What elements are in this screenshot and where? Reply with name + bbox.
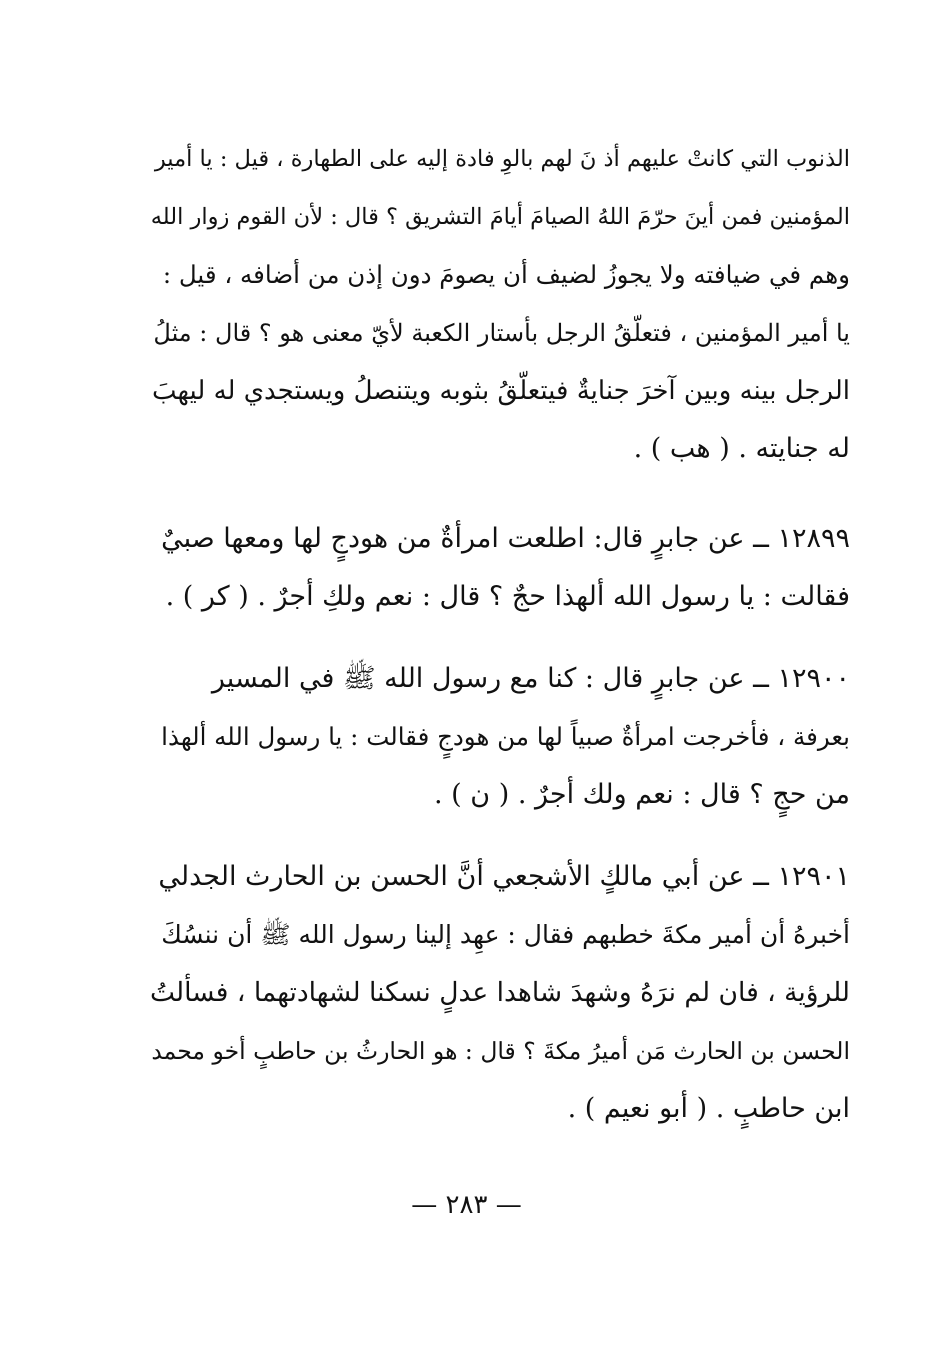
hadith-12900 — [150, 650, 850, 824]
text-line: الحسن بن الحارث مَن أميرُ مكةَ ؟ قال : هو الحارثُ بن حاطبٍ أخو محمد — [151, 1037, 850, 1065]
text-line: بعرفة ، فأخرجت امرأةٌ صبياً لها من هودجٍ فقالت : يا رسول الله ألهذا — [161, 722, 850, 751]
text-line: الذنوب التي كانتْ عليهم أذ نَ لهم بالوِ فادة إليه على الطهارة ، قيل : يا أمير — [154, 146, 850, 172]
text-line: الرجل بينه وبين آخرَ جنايةٌ فيتعلّقُ بثوبه ويتنصلُ ويستجدي له ليهبَ — [152, 376, 850, 406]
text-line: يا أمير المؤمنين ، فتعلّقُ الرجل بأستار الكعبة لأيّ معنى هو ؟ قال : مثلُ — [153, 319, 850, 347]
text-line: وهم في ضيافته ولا يجوزُ لضيف أن يصومَ دون إذن من أضافه ، قيل : — [162, 260, 850, 289]
paragraph-intro — [150, 130, 850, 478]
text-line: المؤمنين فمن أينَ حرّمَ اللهُ الصيامَ أيامَ التشريق ؟ قال : لأن القوم زوار الله — [150, 204, 850, 230]
hadith-12899 — [150, 510, 850, 626]
text-line: للرؤية ، فان لم نرَهُ وشهدَ شاهدا عدلٍ نسكنا لشهادتهما ، فسألتُ — [150, 977, 850, 1008]
text-line: ابن حاطبٍ . ( أبو نعيم ) . — [567, 1093, 850, 1124]
text-line: له جنايته . ( هب ) . — [633, 433, 850, 464]
text-line: ١٢٨٩٩ ــ عن جابرٍ قال: اطلعت امرأةٌ من هودجٍ لها ومعها صبيٌ — [161, 523, 850, 554]
text-line: فقالت : يا رسول الله ألهذا حجٌ ؟ قال : نعم ولكِ أجرٌ . ( كر ) . — [165, 581, 850, 612]
hadith-12901 — [150, 848, 850, 1138]
text-line: من حجٍ ؟ قال : نعم ولك أجرٌ . ( ن ) . — [434, 779, 850, 810]
text-line: أخبرهُ أن أمير مكةَ خطبهم فقال : عهِد إلينا رسول الله ﷺ أن ننسُكَ — [161, 920, 850, 949]
page-number: — ٢٨٣ — — [411, 1190, 522, 1220]
text-line: ١٢٩٠٠ ــ عن جابرٍ قال : كنا مع رسول الله ﷺ في المسير — [211, 663, 850, 694]
text-line: ١٢٩٠١ ــ عن أبي مالكٍ الأشجعي أنَّ الحسن بن الحارث الجدلي — [158, 861, 850, 892]
